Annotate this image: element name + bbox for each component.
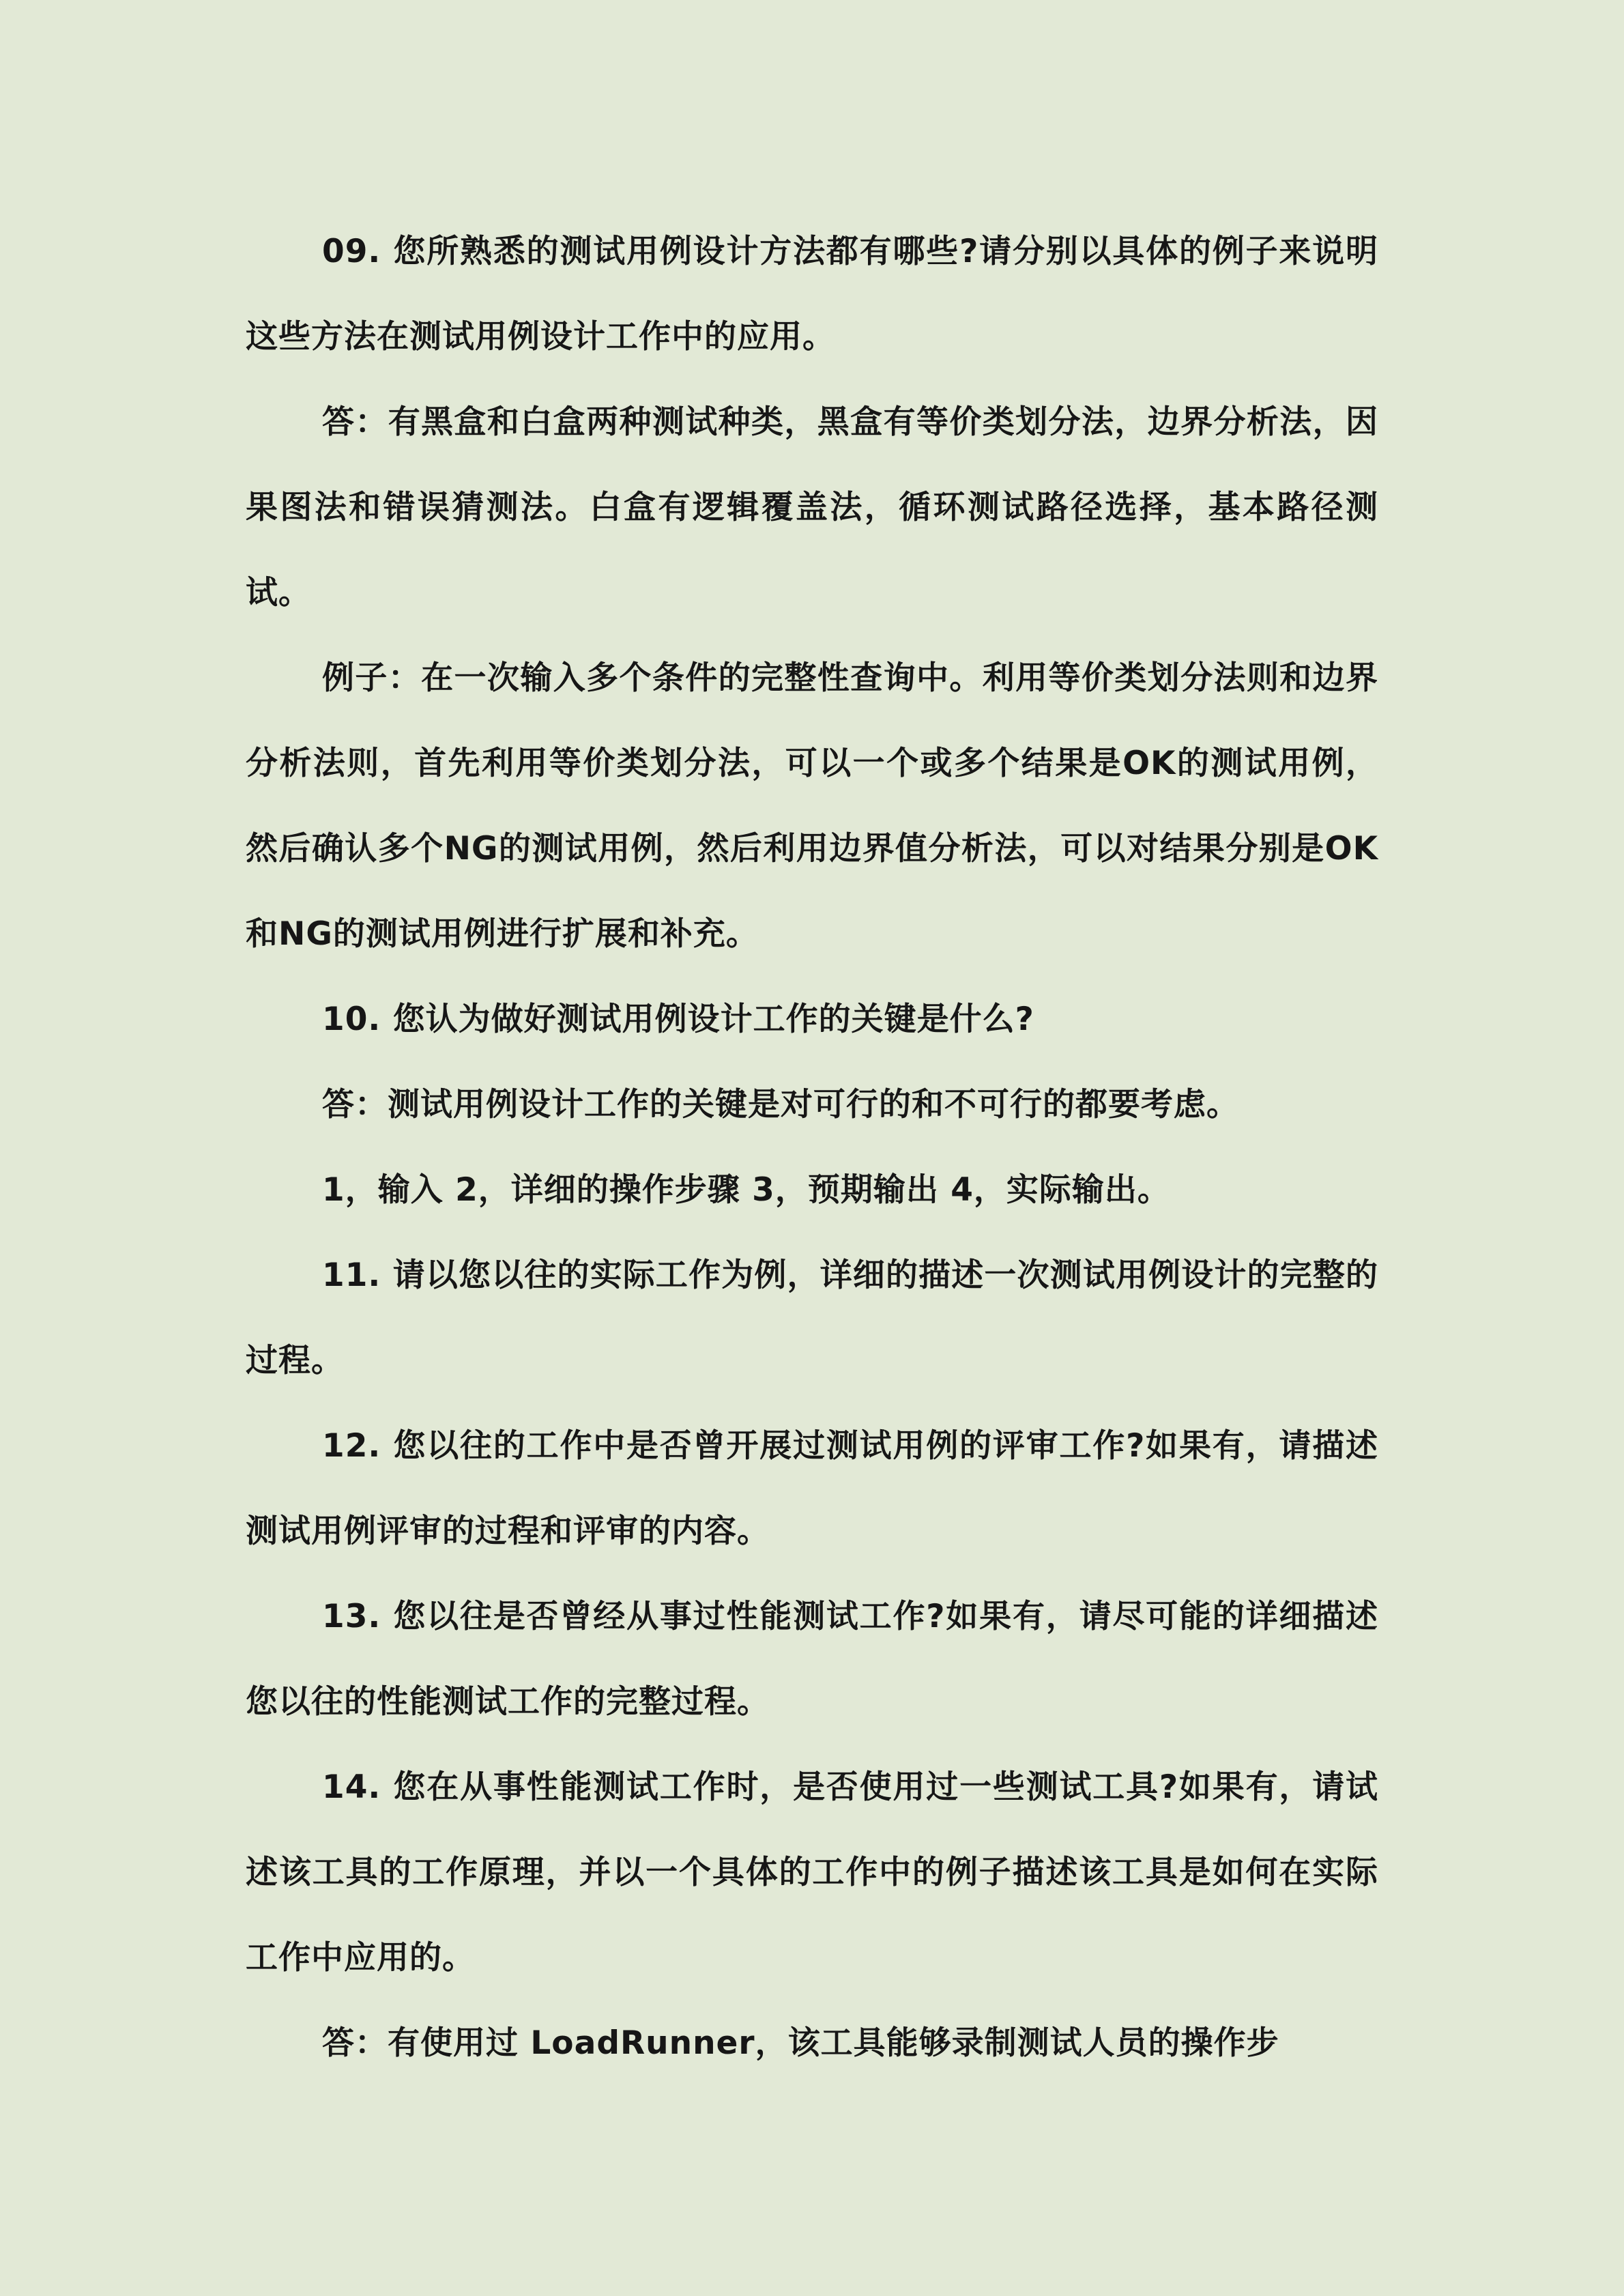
paragraph-example-q09: 例子：在一次输入多个条件的完整性查询中。利用等价类划分法则和边界分析法则，首先利用等价类划分法，可以一个或多个结果是OK的测试用例，然后确认多个NG的测试用例，然后利用边界值分析法，可以对结果分别是OK和NG的测试用例进行扩展和补充。 <box>246 659 1378 953</box>
paragraph-answer-q10: 答：测试用例设计工作的关键是对可行的和不可行的都要考虑。 <box>322 1086 1239 1123</box>
paragraph-q12: 12. 您以往的工作中是否曾开展过测试用例的评审工作?如果有，请描述测试用例评审的过程和评审的内容。 <box>246 1427 1378 1550</box>
paragraph-q14: 14. 您在从事性能测试工作时，是否使用过一些测试工具?如果有，请试述该工具的工作原理，并以一个具体的工作中的例子描述该工具是如何在实际工作中应用的。 <box>246 1768 1378 1977</box>
paragraph-answer-q09: 答：有黑盒和白盒两种测试种类，黑盒有等价类划分法，边界分析法，因果图法和错误猜测法。白盒有逻辑覆盖法，循环测试路径选择，基本路径测试。 <box>246 403 1378 612</box>
paragraph-q13: 13. 您以往是否曾经从事过性能测试工作?如果有，请尽可能的详细描述您以往的性能测试工作的完整过程。 <box>246 1598 1378 1721</box>
paragraph-q10: 10. 您认为做好测试用例设计工作的关键是什么? <box>322 1001 1034 1038</box>
paragraph-q11: 11. 请以您以往的实际工作为例，详细的描述一次测试用例设计的完整的过程。 <box>246 1257 1378 1379</box>
document-body <box>246 209 1378 2086</box>
paragraph-q09: 09. 您所熟悉的测试用例设计方法都有哪些?请分别以具体的例子来说明这些方法在测试用例设计工作中的应用。 <box>246 233 1378 356</box>
paragraph-answer-q14: 答：有使用过 LoadRunner，该工具能够录制测试人员的操作步 <box>322 2024 1279 2062</box>
paragraph-answer-q10-steps: 1，输入 2，详细的操作步骤 3，预期输出 4，实际输出。 <box>322 1171 1170 1209</box>
